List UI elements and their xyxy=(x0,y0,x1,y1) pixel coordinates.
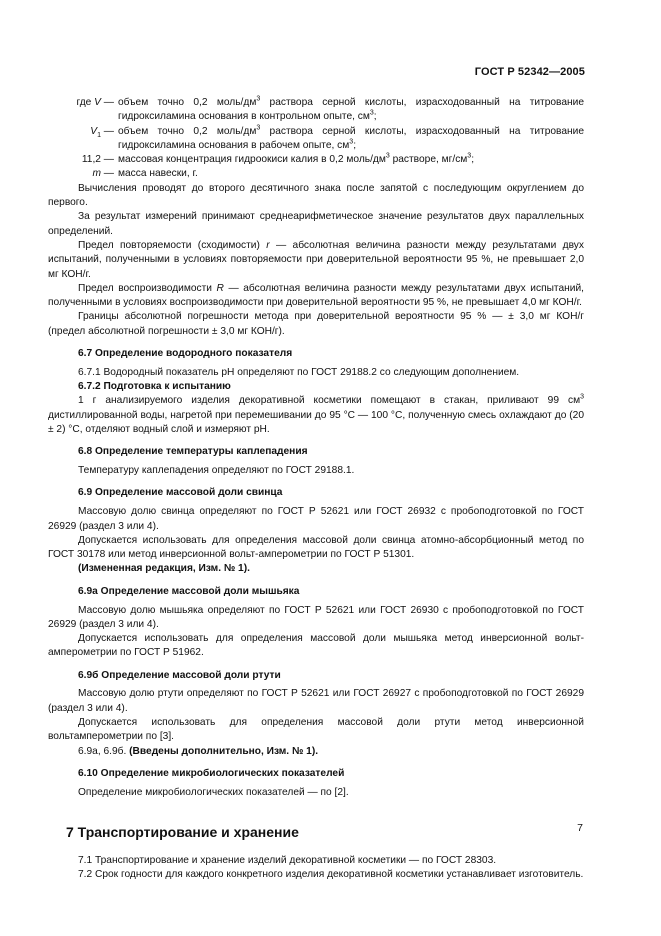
paragraph-6-9b-1: Массовую долю ртути определяют по ГОСТ Р 52621 или ГОСТ 26927 с пробоподготовкой по ГОСТ 26929 (раздел 3 или 4). xyxy=(48,688,584,714)
paragraph-6-9-2: Допускается использовать для определения массовой доли свинца атомно-абсорбционный метод по ГОСТ 30178 или метод инверсионной вольт-амперометрии по ГОСТ Р 51301. xyxy=(48,534,584,561)
paragraph-6-9b-2: Допускается использовать для определения массовой доли ртути метод инверсионной вольтамперометрии по [3]. xyxy=(48,717,584,743)
paragraph-6-10: Определение микробиологических показателей — по [2]. xyxy=(78,786,349,798)
definition-item: $V_1$ — объем точно 0,2 моль/$дм^3$ раствора серной кислоты, израсходованный на титрование гидроксиламина основания в рабочем опыте, $см^3$; xyxy=(90,124,585,151)
section-heading-6-7: 6.7 Определение водородного показателя xyxy=(78,348,293,360)
definition-dash: — xyxy=(100,154,114,166)
paragraph-repeatability: Предел повторяемости (сходимости) r — абсолютная величина разности между результатами двух испытаний, полученными в условиях повторяемости при доверительной вероятности 95 %, не превышает 2,0 мг КОН/г. xyxy=(48,239,584,280)
paragraph-6-9-1: Массовую долю свинца определяют по ГОСТ Р 52621 или ГОСТ 26932 с пробоподготовкой по ГОСТ 26929 (раздел 3 или 4). xyxy=(48,506,584,532)
definition-term-subscript: 1 xyxy=(97,131,101,139)
definition-text: массовая концентрация гидроокиси калия в 0,2 моль/дм xyxy=(118,154,386,166)
document-id-header: ГОСТ Р 52342—2005 xyxy=(474,66,585,78)
definition-dash: — xyxy=(100,97,114,108)
definition-item: где V — объем точно 0,2 моль/$дм^3$ раствора серной кислоты, израсходованный на титрование гидроксиламина основания в контрольном опыте, $см^3$; xyxy=(76,95,585,123)
definition-dash: — xyxy=(100,168,114,180)
definition-prefix: где xyxy=(76,97,95,108)
definition-item xyxy=(48,167,584,181)
paragraph-6-8: Температуру каплепадения определяют по ГОСТ 29188.1. xyxy=(78,465,355,477)
definition-prefix: 11,2 xyxy=(81,154,101,166)
amendment-note-6-9: (Измененная редакция, Изм. № 1). xyxy=(78,563,250,575)
definition-text: объем точно 0,2 моль/дм xyxy=(118,97,257,108)
paragraph-6-7-1: 6.7.1 Водородный показатель рН определяют по ГОСТ 29188.2 со следующим дополнением. xyxy=(78,366,520,378)
definition-term: V xyxy=(90,125,98,137)
paragraph-6-7-2: 1 г анализируемого изделия декоративной косметики помещают в стакан, приливают 99 $см^3$ дистиллированной воды, нагретой при перемешивании до 95 °С — 100 °С, полученную смесь охлаждают до (20 ± 2) °С, отделяют водный слой и измеряют рН. xyxy=(48,394,584,436)
paragraph-reproducibility: Предел воспроизводимости R — абсолютная величина разности между результатами двух испытаний, полученными в условиях воспроизводимости при доверительной вероятности 95 %, не превышает 4,0 мг КОН/г. xyxy=(48,282,584,309)
section-heading-6-9a: 6.9а Определение массовой доли мышьяка xyxy=(78,585,300,597)
variable-R: R xyxy=(216,282,224,294)
page-number: 7 xyxy=(577,822,583,834)
paragraph-7-2: 7.2 Срок годности для каждого конкретного изделия декоративной косметики устанавливает изготовитель. xyxy=(78,869,584,881)
subsection-heading-6-7-2: 6.7.2 Подготовка к испытанию xyxy=(78,381,231,393)
definition-term: m xyxy=(92,168,101,180)
definition-dash: — xyxy=(100,125,114,137)
section-heading-6-10: 6.10 Определение микробиологических показателей xyxy=(78,767,345,779)
definitions-list xyxy=(48,96,584,182)
paragraph-result: За результат измерений принимают среднеарифметическое значение результатов двух параллельных определений. xyxy=(48,211,584,237)
amendment-note-6-9ab: 6.9а, 6.9б. (Введены дополнительно, Изм. № 1). xyxy=(78,745,319,757)
paragraph-6-9a-2: Допускается использовать для определения массовой доли мышьяка метод инверсионной вольт-амперометрии по ГОСТ Р 51962. xyxy=(48,633,584,659)
section-heading-7: 7 Транспортирование и хранение xyxy=(66,824,299,841)
section-heading-6-8: 6.8 Определение температуры каплепадения xyxy=(78,446,308,458)
variable-r: r xyxy=(266,239,270,251)
definition-text: масса навески, г. xyxy=(118,168,198,180)
paragraph-error-bounds: Границы абсолютной погрешности метода при доверительной вероятности 95 % — ± 3,0 мг КОН/г (предел абсолютной погрешности ± 3,0 мг КОН/г). xyxy=(48,311,584,337)
document-body xyxy=(48,96,584,883)
paragraph-calculation: Вычисления проводят до второго десятичного знака после запятой с последующим округлением до первого. xyxy=(48,182,584,209)
section-heading-6-9: 6.9 Определение массовой доли свинца xyxy=(78,487,283,499)
definition-term: V xyxy=(94,97,101,108)
section-heading-6-9b: 6.9б Определение массовой доли ртути xyxy=(78,669,281,681)
definition-item: 11,2 — массовая концентрация гидроокиси калия в 0,2 моль/$дм^3$ растворе, $мг/см^3$; xyxy=(81,152,475,166)
paragraph-7-1: 7.1 Транспортирование и хранение изделий декоративной косметики — по ГОСТ 28303. xyxy=(78,855,497,867)
definition-text: объем точно 0,2 моль/дм xyxy=(118,125,257,137)
paragraph-6-9a-1: Массовую долю мышьяка определяют по ГОСТ Р 52621 или ГОСТ 26930 с пробоподготовкой по ГОСТ 26929 (раздел 3 или 4). xyxy=(48,604,584,630)
